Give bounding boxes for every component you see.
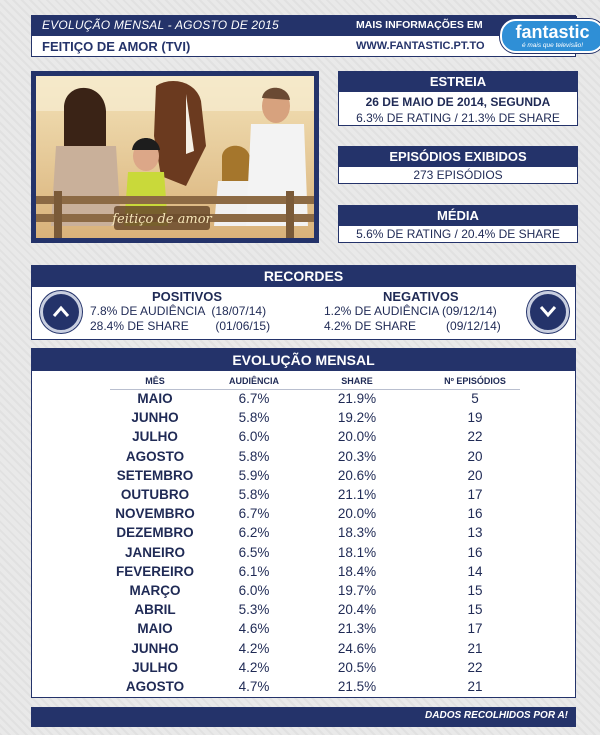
monthly-title: EVOLUÇÃO MENSAL xyxy=(32,349,575,371)
footer-bar xyxy=(31,707,576,727)
cell-audience: 4.7% xyxy=(238,679,270,694)
logo-tagline: é mais que televisão! xyxy=(521,42,584,49)
positive-record-audience: 7.8% DE AUDIÊNCIA (18/07/14) xyxy=(90,304,267,318)
cell-episodes: 16 xyxy=(467,544,483,560)
cell-share: 18.3% xyxy=(337,525,377,541)
cell-episodes: 15 xyxy=(467,602,483,618)
cell-audience: 6.7% xyxy=(238,391,270,406)
cell-share: 19.2% xyxy=(337,410,377,426)
cell-episodes: 13 xyxy=(467,525,483,541)
cell-audience: 6.0% xyxy=(238,583,270,598)
cell-audience: 5.8% xyxy=(238,410,270,426)
cell-share: 18.1% xyxy=(337,544,377,560)
premiere-figures: 6.3% DE RATING / 21.3% DE SHARE xyxy=(356,111,560,125)
cell-month: JUNHO xyxy=(131,410,179,426)
cell-share: 20.4% xyxy=(337,602,377,618)
cell-audience: 4.2% xyxy=(238,640,270,656)
cell-audience: 6.5% xyxy=(238,544,270,560)
header xyxy=(31,15,590,57)
cell-audience: 6.0% xyxy=(238,429,270,445)
cell-episodes: 15 xyxy=(467,583,483,598)
cell-month: MAIO xyxy=(137,391,173,406)
cell-episodes: 5 xyxy=(471,391,479,406)
show-logo-text: feitiço de amor xyxy=(112,212,212,227)
episodes-box xyxy=(338,146,578,184)
cell-audience: 5.3% xyxy=(238,602,270,618)
cell-share: 21.3% xyxy=(337,621,377,637)
cell-month: JULHO xyxy=(132,429,178,445)
cell-month: AGOSTO xyxy=(125,679,185,694)
negative-records-title: NEGATIVOS xyxy=(383,289,459,304)
arrow-up-button[interactable] xyxy=(40,291,82,333)
show-title: FEITIÇO DE AMOR (TVI) xyxy=(42,39,191,54)
arrow-down-button[interactable] xyxy=(527,291,569,333)
more-info-label: MAIS INFORMAÇÕES EM xyxy=(356,19,483,31)
cell-episodes: 22 xyxy=(467,659,483,675)
column-header-share: SHARE xyxy=(341,376,373,386)
cell-episodes: 17 xyxy=(467,621,483,637)
cell-audience: 6.2% xyxy=(238,525,270,541)
cell-month: JUNHO xyxy=(131,640,179,656)
header-subtitle-bar xyxy=(32,16,577,36)
cell-audience: 6.1% xyxy=(238,563,270,579)
website-url: WWW.FANTASTIC.PT.TO xyxy=(356,40,485,52)
positive-record-share: 28.4% DE SHARE (01/06/15) xyxy=(90,319,271,333)
cell-episodes: 21 xyxy=(467,679,483,694)
cell-month: MARÇO xyxy=(129,583,181,598)
cell-share: 21.9% xyxy=(337,391,377,406)
episodes-count: 273 EPISÓDIOS xyxy=(413,168,503,182)
cell-episodes: 21 xyxy=(467,640,483,656)
cast-photo-illustration xyxy=(36,76,314,238)
cell-month: JANEIRO xyxy=(124,544,185,560)
cell-episodes: 14 xyxy=(467,563,483,579)
cell-audience: 5.8% xyxy=(238,448,270,464)
cell-month: NOVEMBRO xyxy=(115,506,195,522)
premiere-date: 26 DE MAIO DE 2014, SEGUNDA xyxy=(365,95,551,109)
negative-record-audience: 1.2% DE AUDIÊNCIA (09/12/14) xyxy=(324,304,497,318)
cell-episodes: 17 xyxy=(467,487,483,502)
cell-episodes: 22 xyxy=(467,429,483,445)
average-title: MÉDIA xyxy=(339,206,577,226)
cell-share: 24.6% xyxy=(337,640,377,656)
average-figures: 5.6% DE RATING / 20.4% DE SHARE xyxy=(356,227,560,241)
cell-audience: 5.9% xyxy=(238,467,270,483)
cell-month: AGOSTO xyxy=(125,448,185,464)
cell-month: ABRIL xyxy=(134,602,176,618)
positive-records-title: POSITIVOS xyxy=(152,289,223,304)
records-title: RECORDES xyxy=(32,266,575,287)
column-header-month: MÊS xyxy=(145,376,165,386)
cell-episodes: 20 xyxy=(467,467,483,483)
premiere-box xyxy=(338,71,578,126)
cell-episodes: 16 xyxy=(467,506,483,522)
cell-audience: 6.7% xyxy=(238,506,270,522)
negative-record-share: 4.2% DE SHARE (09/12/14) xyxy=(324,319,501,333)
cell-share: 20.6% xyxy=(337,467,377,483)
cell-month: FEVEREIRO xyxy=(115,563,194,579)
episodes-title: EPISÓDIOS EXIBIDOS xyxy=(339,147,577,167)
cell-month: JULHO xyxy=(132,659,178,675)
cell-month: OUTUBRO xyxy=(120,487,190,502)
cell-share: 19.7% xyxy=(337,583,377,598)
cell-share: 21.1% xyxy=(337,487,377,502)
chevron-down-icon xyxy=(539,304,557,318)
logo-name: fantastic xyxy=(515,22,590,42)
cell-audience: 4.2% xyxy=(238,659,270,675)
cell-share: 20.3% xyxy=(337,448,377,464)
chevron-up-icon xyxy=(52,304,70,318)
report-subtitle: EVOLUÇÃO MENSAL - AGOSTO DE 2015 xyxy=(42,18,279,32)
data-credit: DADOS RECOLHIDOS POR A! xyxy=(425,710,568,721)
fantastic-logo xyxy=(500,19,600,53)
cell-month: SETEMBRO xyxy=(116,467,194,483)
records-box xyxy=(31,265,576,340)
cell-episodes: 20 xyxy=(467,448,483,464)
cell-month: DEZEMBRO xyxy=(116,525,194,541)
premiere-title: ESTREIA xyxy=(339,72,577,92)
cell-audience: 5.8% xyxy=(238,487,270,502)
column-header-audience: AUDIÊNCIA xyxy=(228,376,279,386)
cell-share: 20.0% xyxy=(337,506,377,522)
column-header-episodes: Nº EPISÓDIOS xyxy=(444,376,506,386)
cell-share: 18.4% xyxy=(337,563,377,579)
cell-audience: 4.6% xyxy=(238,621,270,637)
show-photo xyxy=(31,71,319,243)
monthly-table xyxy=(31,348,576,698)
cell-share: 20.5% xyxy=(337,659,377,675)
cell-share: 21.5% xyxy=(337,679,377,694)
cell-month: MAIO xyxy=(137,621,173,637)
cell-share: 20.0% xyxy=(337,429,377,445)
average-box xyxy=(338,205,578,243)
cell-episodes: 19 xyxy=(467,410,483,426)
